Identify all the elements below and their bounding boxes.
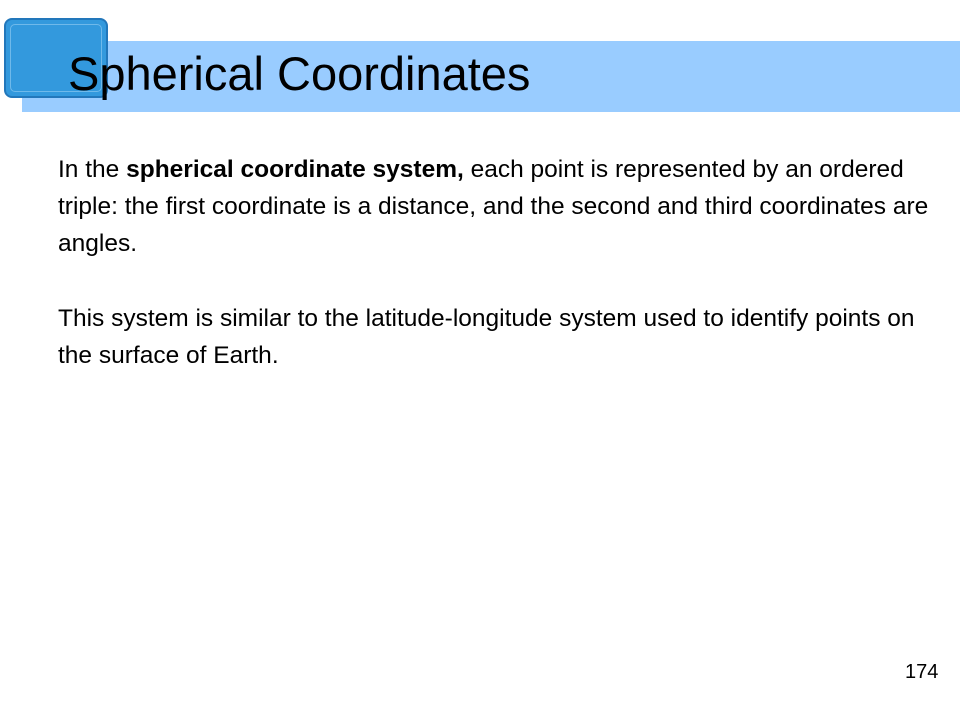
slide-body — [58, 151, 938, 412]
paragraph-definition-intro: In the — [58, 156, 127, 183]
paragraph-analogy: This system is similar to the latitude-longitude system used to identify points on the surface of Earth. — [58, 305, 915, 369]
paragraph-definition-rest: each point is represented by an ordered triple: the first coordinate is a distance, and the second and third coordinates are angles. — [58, 156, 929, 257]
slide-title: Spherical Coordinates — [68, 47, 531, 100]
page-number: 174 — [905, 661, 939, 683]
term-spherical-coordinate-system: spherical coordinate system, — [126, 156, 464, 183]
paragraph-definition — [58, 151, 938, 262]
